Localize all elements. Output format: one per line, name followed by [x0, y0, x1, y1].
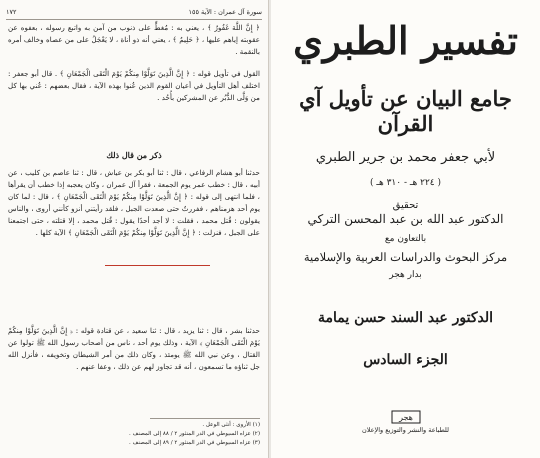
publisher-logo-icon — [391, 410, 421, 424]
book-title: تفسير الطبري — [293, 18, 518, 63]
author-years: ( ٢٢٤ هـ - ٣١٠ هـ ) — [369, 178, 442, 188]
red-annotation-underline — [105, 265, 210, 266]
section-heading: ذكر من قال ذلك — [106, 150, 162, 160]
commentary-paragraph-1: ﴿ إِنَّ اللَّهَ غَفُورٌ ﴾ ، يعني به : مُغطٍّ على ذنوب من آمن به واتبع رسوله ، بعفوه عن عقوبته إياهم عليها ، ﴿ حَلِيمٌ ﴾ ، يعني أنه ذو أناة ، لا يَعْجَلُ على من عصاه وخالف أمره بالنقمة . — [8, 23, 260, 56]
center-director-name: الدكتور عبد السند حسن يمامة — [317, 310, 494, 326]
title-page — [271, 0, 540, 458]
narration-paragraph-2: حدثنا بشر ، قال : ثنا يزيد ، قال : ثنا سعيد ، عن قتادة قوله : ﴿ إِنَّ الَّذِينَ تَوَلَّوْا مِنكُمْ يَوْمَ الْتَقَى الْجَمْعَانِ ﴾ الآية ، وذلك يوم أحد ، ناس من أصحاب رسول الله ﷺ تولوا عن القتال ، وعن نبي الله ﷺ يومئذ ، وكان ذلك من أمر الشيطان وتخويفه ، فأنزل الله جل ثناؤه ما تسمعون ، أنه قد تجاوز لهم عن ذلك ، وعفا عنهم . — [8, 326, 260, 371]
running-title: سورة آل عمران : الآية ١٥٥ — [188, 8, 262, 16]
footnote: (٣) عزاه السيوطي في الدر المنثور ٢ / ٨٩ إلى المصنف . — [129, 440, 260, 446]
cooperation-label: بالتعاون مع — [384, 234, 427, 244]
footnote: (١) الأروى : أنثى الوعل . — [202, 422, 260, 428]
footnote: (٢) عزاه السيوطي في الدر المنثور ٢ / ٨٨ إلى المصنف . — [129, 431, 260, 437]
running-header — [6, 5, 262, 20]
commentary-paragraph-2: القول في تأويل قوله : ﴿ إِنَّ الَّذِينَ تَوَلَّوْا مِنكُمْ يَوْمَ الْتَقَى الْجَمْعَانِ ﴾ . قال أبو جعفر : اختلف أهل التأويل في أعيان القوم الذين عُنوا بهذه الآية ، فقال بعضهم : عُني بها كل من وَلَّى الدُّبُر عن المشركين بأُحُد . — [8, 69, 260, 102]
page-number: ١٧٢ — [6, 8, 17, 16]
publisher-logo-text: هجر — [399, 413, 413, 422]
publisher-house-label: بدار هجر — [389, 270, 422, 280]
volume-label: الجزء السادس — [363, 352, 448, 368]
text-page — [0, 0, 269, 458]
footnote-divider — [150, 418, 260, 419]
footnotes-list — [8, 421, 260, 448]
editor-name: الدكتور عبد الله بن عبد المحسن التركي — [307, 212, 504, 226]
author-name: لأبي جعفر محمد بن جرير الطبري — [315, 150, 496, 165]
publisher-line: للطباعة والنشر والتوزيع والإعلان — [361, 426, 450, 434]
editor-label: تحقيق — [392, 200, 419, 211]
narration-paragraph-1: حدثنا أبو هشام الرفاعي ، قال : ثنا أبو بكر بن عياش ، قال : ثنا عاصم بن كليب ، عن أبيه ، قال : خطب عمر يوم الجمعة ، فقرأ آل عمران ، وكان يعجبه إذا خطب أن يقرأها ، فلما انتهى إلى قوله : ﴿ إِنَّ الَّذِينَ تَوَلَّوْا مِنكُمْ يَوْمَ الْتَقَى الْجَمْعَانِ ﴾ ، قال : لما كان يوم أحد هزمناهم ، ففررتُ حتى صعدت الجبل ، فلقد رأيتني أنزو كأنني أروى ، والناس يقولون : قُتل محمد ، فقلت : لا أجد أحدًا يقول : قُتل محمد ، إلا قتلته ، حتى اجتمعنا على الجبل ، فنزلت : ﴿ إِنَّ الَّذِينَ تَوَلَّوْا مِنكُمْ يَوْمَ الْتَقَى الْجَمْعَانِ ﴾ الآية كلها . — [8, 168, 260, 237]
book-subtitle: جامع البيان عن تأويل آي القرآن — [299, 86, 512, 136]
research-center-name: مركز البحوث والدراسات العربية والإسلامية — [303, 250, 508, 264]
